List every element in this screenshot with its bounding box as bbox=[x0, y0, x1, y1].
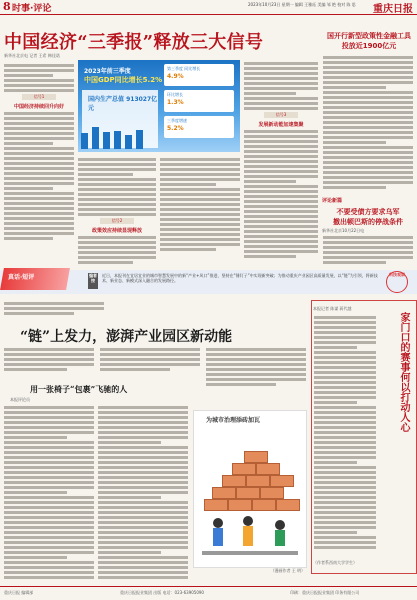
infographic-subtitle: 中国GDP同比增长5.2% bbox=[84, 76, 163, 84]
page-header bbox=[0, 0, 417, 15]
section-number: 8 bbox=[3, 0, 11, 13]
lead-column-1 bbox=[4, 62, 74, 262]
subhead-1: 中国经济持续回升向好 bbox=[13, 104, 64, 110]
brick bbox=[232, 463, 256, 475]
side-article-author: 本报记者 陈谋 蒋代越 bbox=[313, 306, 352, 311]
side-article-title: 家门口的赛事何以打动人心 bbox=[398, 312, 409, 432]
footer-left: 重庆日报 编辑部 bbox=[4, 590, 34, 595]
mid-column-3 bbox=[206, 346, 306, 406]
sub-article-author: 本报评论员 bbox=[10, 397, 30, 402]
infographic-gdp-value: 国内生产总值 913027亿元 bbox=[88, 96, 158, 112]
infographic-bar bbox=[81, 133, 88, 149]
illustration-caption: （漫画作者 王 明） bbox=[270, 568, 305, 573]
lead-byline: 新华社北京电 记者 王希 韩佳诺 bbox=[4, 53, 60, 58]
brick bbox=[212, 487, 236, 499]
brick bbox=[244, 451, 268, 463]
lead-column-3 bbox=[160, 156, 240, 264]
subhead-2: 政策效应持续显现释放 bbox=[91, 228, 142, 234]
page-footer bbox=[0, 586, 417, 600]
comment-text bbox=[323, 234, 413, 266]
sub-column-1 bbox=[4, 404, 94, 582]
comment-tag: 评论新篇 bbox=[322, 198, 343, 204]
illustration-title: 为城市治理添砖加瓦 bbox=[206, 417, 261, 424]
editor-note-text: 近日，本报刊在宜居宜业的城市智慧发展中的新“产业+风口”推进，坚持在“锤钉子”中实现新突破；为推动重庆产业园区高质量发展，以“链”为引领，将新技术、新业态、新模式深入融合的发展路径。 bbox=[102, 273, 378, 283]
infographic-bars bbox=[81, 125, 149, 149]
cartoon-illustration bbox=[193, 410, 307, 568]
right-column-title: 国开行新型政策性金融工具 bbox=[327, 32, 411, 40]
brick bbox=[228, 499, 252, 511]
footer-right: 印刷：重庆日报报业集团 印务有限公司 bbox=[290, 590, 360, 595]
brick bbox=[252, 499, 276, 511]
right-column-text bbox=[323, 54, 413, 194]
section-title: 时事·评论 bbox=[12, 4, 52, 14]
brick bbox=[270, 475, 294, 487]
infographic-bar bbox=[136, 130, 143, 149]
mid-column-2 bbox=[100, 346, 200, 380]
header-meta: 2023年10月23日 星期一 编辑 王雅珏 美编 邹 艳 校对 陈 思 bbox=[248, 2, 356, 7]
subhead-badge-2: 信号2 bbox=[100, 218, 134, 224]
brick bbox=[222, 475, 246, 487]
lead-headline: 中国经济“三季报”释放三大信号 bbox=[4, 32, 264, 53]
mid-headline: “链”上发力，澎湃产业园区新动能 bbox=[20, 329, 233, 345]
footer-middle: 重庆日报报业集团 出版 电话：023-63905090 bbox=[120, 590, 204, 595]
comment-title-2: 撤出顿巴斯的停战条件 bbox=[333, 218, 403, 226]
sub-column-2 bbox=[98, 404, 188, 582]
brick bbox=[236, 487, 260, 499]
editor-note-tag: 编者按 bbox=[88, 273, 98, 289]
infographic-card: 第三季度 同比增长 4.9% bbox=[164, 64, 234, 86]
infographic-bar bbox=[125, 135, 132, 149]
ribbon-label: 真话·短评 bbox=[8, 274, 35, 281]
lead-column-4 bbox=[244, 60, 318, 264]
comment-author: 新华社北京10月22日电 bbox=[322, 228, 365, 233]
mid-column-1 bbox=[4, 346, 94, 380]
subhead-badge-1: 信号1 bbox=[22, 94, 56, 100]
subhead-3: 发展新动能加速集聚 bbox=[258, 122, 304, 128]
right-column-title-2: 投放近1900亿元 bbox=[341, 42, 397, 50]
infographic-bar bbox=[114, 131, 121, 149]
infographic-card: 环比增长 1.3% bbox=[164, 90, 234, 112]
side-article-text bbox=[314, 314, 376, 554]
mid-intro-text bbox=[4, 300, 104, 320]
brick bbox=[256, 463, 280, 475]
infographic-bar bbox=[92, 127, 99, 149]
lead-column-2 bbox=[78, 156, 156, 264]
side-article-note: （作者系西南大学学生） bbox=[313, 560, 357, 565]
comment-title: 不要受债方要求乌军 bbox=[336, 208, 400, 216]
infographic-cards bbox=[164, 64, 236, 148]
workers-figures-icon bbox=[202, 513, 298, 563]
brick bbox=[246, 475, 270, 487]
brick bbox=[276, 499, 300, 511]
stamp-icon: 科技观察 bbox=[386, 271, 408, 293]
masthead-logo: 重庆日报 bbox=[373, 4, 413, 15]
brick bbox=[260, 487, 284, 499]
subhead-badge-3: 信号3 bbox=[264, 112, 298, 118]
sub-article-headline: 用一张椅子“包裹”飞驰的人 bbox=[30, 384, 128, 394]
infographic-title: 2023年前三季度 bbox=[84, 68, 131, 75]
gdp-infographic bbox=[78, 60, 240, 152]
infographic-card: 三季度增速 5.2% bbox=[164, 116, 234, 138]
infographic-bar bbox=[103, 132, 110, 149]
brick bbox=[204, 499, 228, 511]
